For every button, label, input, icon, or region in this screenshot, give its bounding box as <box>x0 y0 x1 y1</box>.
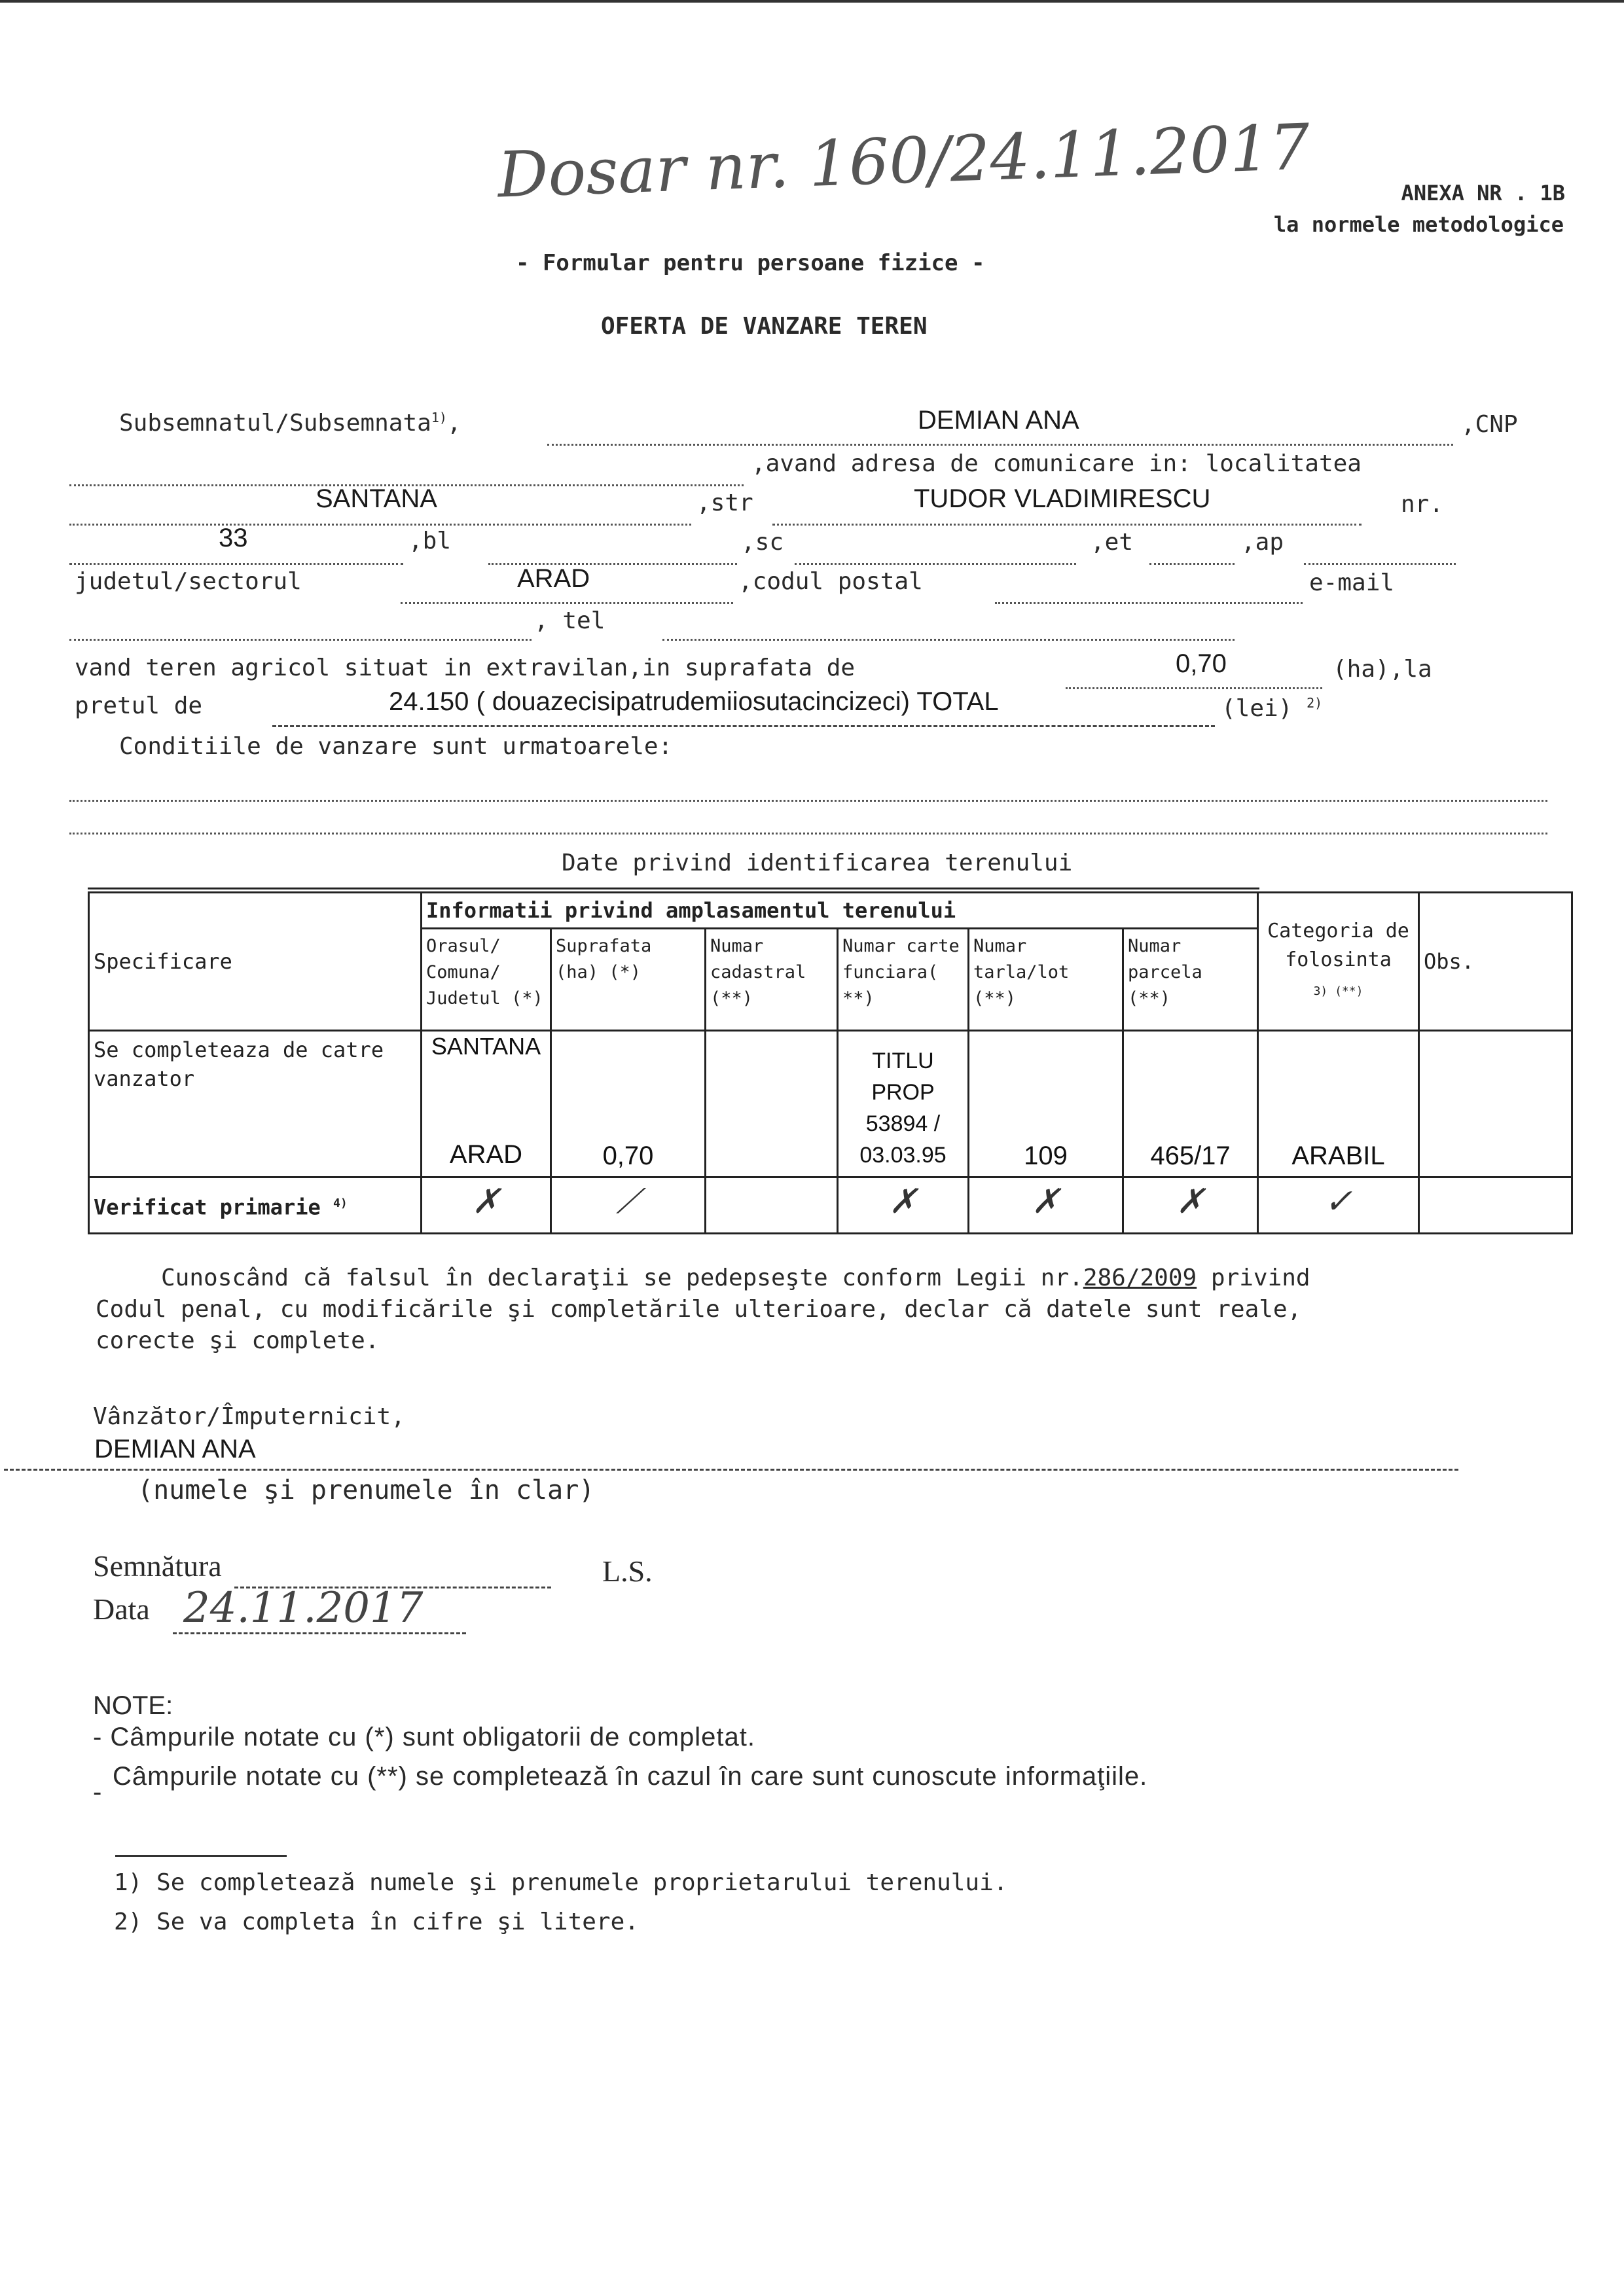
name-value: DEMIAN ANA <box>918 406 1079 435</box>
footnote-1: 1) Se completează numele şi prenumele proprietarului terenului. <box>114 1869 1008 1896</box>
check-mark-carte[interactable]: ✗ <box>838 1177 969 1234</box>
note-1: - Câmpurile notate cu (*) sunt obligatorii de completat. <box>93 1723 756 1751</box>
seller-label: Vânzător/Împuternicit, <box>93 1403 405 1430</box>
cell-categoria[interactable]: ARABIL <box>1258 1031 1419 1177</box>
terrain-identification-table <box>88 891 1573 1234</box>
header-carte: Numar carte funciara( **) <box>838 929 969 1031</box>
handwritten-dosar-number: Dosar nr. 160/24.11.2017 <box>496 110 1311 212</box>
declaration-line-1: Cunoscând că falsul în declaraţii se pedepseşte conform Legii nr.286/2009 privind <box>161 1265 1310 1291</box>
header-tarla: Numar tarla/lot (**) <box>969 929 1123 1031</box>
check-mark-tarla[interactable]: ✗ <box>969 1177 1123 1234</box>
ap-field-line[interactable] <box>1304 563 1456 565</box>
judet-label: judetul/sectorul <box>75 568 302 595</box>
pret-field-line[interactable] <box>272 725 1215 727</box>
cell-tarla[interactable]: 109 <box>969 1031 1123 1177</box>
bl-label: ,bl <box>408 528 452 554</box>
header-cadastral: Numar cadastral (**) <box>706 929 838 1031</box>
declaration-line-3: corecte şi complete. <box>96 1327 380 1354</box>
conditii-line-2[interactable] <box>69 833 1547 834</box>
declaration-line-2: Codul penal, cu modificările şi completările ulterioare, declar că datele sunt reale, <box>96 1296 1302 1323</box>
handwritten-date: 24.11.2017 <box>183 1584 424 1632</box>
conditii-line-1[interactable] <box>69 800 1547 802</box>
email-field-line[interactable] <box>69 639 532 641</box>
seller-name: DEMIAN ANA <box>94 1435 256 1463</box>
cell-obs[interactable] <box>1419 1031 1572 1177</box>
data-line[interactable] <box>173 1632 466 1634</box>
ap-label: ,ap <box>1241 529 1284 556</box>
cod-postal-label: ,codul postal <box>738 568 923 595</box>
note-2-dash: - <box>93 1778 102 1806</box>
annex-line-2: la normele metodologice <box>1273 212 1564 237</box>
check-mark-oras[interactable]: ✗ <box>422 1177 551 1234</box>
judet-value: ARAD <box>517 564 590 593</box>
suprafata-field-line[interactable] <box>1066 687 1322 689</box>
ha-label: (ha),la <box>1333 656 1432 683</box>
subsemnatul-label: Subsemnatul/Subsemnata$^{1)}$, <box>119 410 461 437</box>
header-suprafata: Suprafata (ha) (*) <box>551 929 706 1031</box>
vand-label: vand teren agricol situat in extravilan,in suprafata de <box>75 655 856 681</box>
name-field-line[interactable] <box>547 444 1453 446</box>
row-vanzator-label: Se completeaza de catre vanzator <box>89 1031 422 1177</box>
strada-field-line[interactable] <box>772 524 1362 526</box>
semnatura-label: Semnătura <box>93 1549 222 1583</box>
ls-label: L.S. <box>602 1554 653 1588</box>
header-obs: Obs. <box>1419 893 1572 1031</box>
header-oras: Orasul/ Comuna/ Judetul (*) <box>422 929 551 1031</box>
cell-parcela[interactable]: 465/17 <box>1123 1031 1258 1177</box>
cell-carte[interactable]: TITLU PROP 53894 / 03.03.95 <box>838 1031 969 1177</box>
tel-label: , tel <box>534 607 605 634</box>
check-mark-obs[interactable] <box>1419 1177 1572 1234</box>
cell-suprafata[interactable]: 0,70 <box>551 1031 706 1177</box>
sc-field-line[interactable] <box>795 563 1076 565</box>
row-primarie-label: Verificat primarie $^{4)}$ <box>89 1177 422 1234</box>
suprafata-value: 0,70 <box>1176 649 1227 678</box>
notes-title: NOTE: <box>93 1691 173 1720</box>
header-categoria: Categoria de folosinta 3) (**) <box>1258 893 1419 1031</box>
header-specificare: Specificare <box>89 893 422 1031</box>
adresa-label: ,avand adresa de comunicare in: localitatea <box>751 450 1362 477</box>
sc-label: ,sc <box>741 529 784 556</box>
strada-value: TUDOR VLADIMIRESCU <box>914 484 1211 513</box>
pret-value: 24.150 ( douazecisipatrudemiiosutacincizeci) TOTAL <box>389 687 999 716</box>
email-label: e-mail <box>1309 569 1395 596</box>
seller-name-line[interactable] <box>4 1469 1458 1471</box>
data-label: Data <box>93 1592 150 1626</box>
et-label: ,et <box>1091 529 1134 556</box>
seller-name-caption: (numele şi prenumele în clar) <box>137 1475 595 1505</box>
cnp-label: ,CNP <box>1461 411 1518 438</box>
cell-oras[interactable]: SANTANA ARAD <box>422 1031 551 1177</box>
localitate-value: SANTANA <box>316 484 437 513</box>
form-subtitle: - Formular pentru persoane fizice - <box>516 250 985 276</box>
pret-label: pretul de <box>75 692 203 719</box>
nr-field-line[interactable] <box>69 563 403 565</box>
header-parcela: Numar parcela (**) <box>1123 929 1258 1031</box>
check-mark-suprafata[interactable]: ⟋ <box>551 1177 706 1234</box>
check-mark-parcela[interactable]: ✗ <box>1123 1177 1258 1234</box>
header-group-amplasament: Informatii privind amplasamentul terenului <box>422 893 1258 929</box>
check-mark-categoria[interactable]: ✓ <box>1258 1177 1419 1234</box>
localitate-field-line[interactable] <box>69 524 691 526</box>
conditii-label: Conditiile de vanzare sunt urmatoarele: <box>119 733 673 760</box>
tel-field-line[interactable] <box>662 639 1235 641</box>
table-top-rule <box>88 888 1259 889</box>
et-field-line[interactable] <box>1149 563 1235 565</box>
nr-value: 33 <box>219 524 248 552</box>
cell-cadastral[interactable] <box>706 1031 838 1177</box>
str-label: ,str <box>696 490 753 516</box>
cod-postal-field-line[interactable] <box>995 602 1303 604</box>
footnote-rule <box>115 1855 287 1857</box>
form-title: OFERTA DE VANZARE TEREN <box>601 313 928 340</box>
lei-label: (lei) $^{2)}$ <box>1221 695 1323 722</box>
judet-field-line[interactable] <box>401 602 733 604</box>
nr-label: nr. <box>1401 491 1444 518</box>
table-caption: Date privind identificarea terenului <box>562 850 1073 876</box>
top-border <box>0 0 1624 3</box>
footnote-2: 2) Se va completa în cifre şi litere. <box>114 1909 639 1935</box>
annex-line-1: ANEXA NR . 1B <box>1401 181 1565 206</box>
note-2: Câmpurile notate cu (**) se completează în cazul în care sunt cunoscute informaţiile. <box>113 1762 1148 1791</box>
check-mark-cadastral[interactable] <box>706 1177 838 1234</box>
